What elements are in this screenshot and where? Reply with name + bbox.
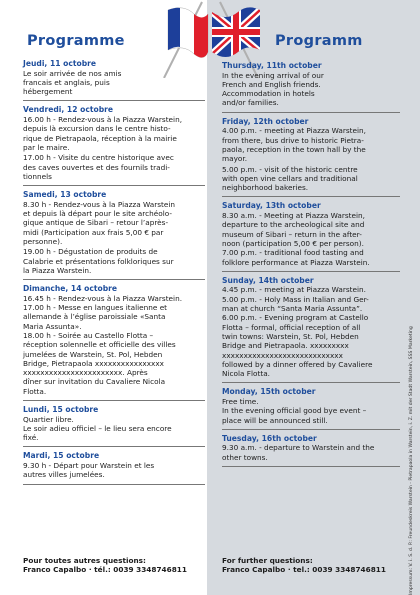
french-heading: Programme: [27, 33, 125, 49]
english-heading: Programm: [275, 33, 363, 49]
day-heading: Samedi, 13 octobre: [23, 190, 107, 200]
program-text: 9.30 a.m. - departure to Warstein and the other towns.: [222, 443, 375, 462]
program-text: 8.30 h - Rendez-vous à la Piazza Warstein et depuis là départ pour le site archéolo- gique antique de Sibari – retour l’après- midi (Participation aux frais 5,00 € par personne).: [23, 199, 176, 246]
program-text: 16.00 h - Rendez-vous à la Piazza Warstein, depuis là excursion dans le centre histo- rique de Pietrapaola, réception à la mairie par le maire.: [23, 115, 183, 152]
day-section: [23, 451, 205, 484]
day-heading: Mardi, 15 octobre: [23, 451, 100, 461]
program-text: 19.00 h - Dégustation de produits de Calabrie et présentations folkloriques sur la Piazza Warstein.: [23, 247, 174, 275]
day-heading: Jeudi, 11 octobre: [23, 59, 97, 68]
french-footer-contact: Franco Capalbo · tél.: 0039 3348746811: [23, 565, 187, 575]
day-heading: Lundi, 15 octobre: [23, 404, 99, 414]
program-text: In the evening arrival of our French and English friends. Accommodation in hotels and/or families.: [222, 70, 324, 108]
program-text: Quartier libre. Le soir adieu officiel – le lieu sera encore fixé.: [23, 414, 172, 443]
program-text: 8.30 a.m. - Meeting at Piazza Warstein, departure to the archeological site and museum of Sibari – return in the after- noon (participation 5,00 € per person). 7.00 p.m. - traditional food tasting and folklore performance at Piazza Warstein.: [222, 211, 370, 267]
english-footer: [222, 556, 386, 575]
day-section: [222, 434, 400, 467]
day-heading: Sunday, 14th october: [222, 275, 314, 285]
day-heading: Saturday, 13th october: [222, 201, 321, 211]
day-section: [222, 276, 400, 384]
program-text: Free time. In the evening official good bye event – place will be announced still.: [222, 396, 367, 425]
day-heading: Monday, 15th october: [222, 387, 316, 397]
day-section: [23, 405, 205, 447]
program-text: 4.45 p.m. - meeting at Piazza Warstein. 5.00 p.m. - Holy Mass in Italian and Ger- man at church “Santa Maria Assunta”. 6.00 p.m. - Evening program at Castello Flotta – formal, official reception of all twin towns: Warstein, St. Pol, Hebden Bridge and Pietrapaola. xxxxxxxxx xxxxxxxxxxxxxxxxxxxxxxxxxxxx followed by a dinner offered by Cavaliere Nicola Flotta.: [222, 285, 373, 379]
day-section: [222, 201, 400, 271]
french-footer-question: Pour toutes autres questions:: [23, 556, 146, 565]
day-section: [23, 284, 205, 401]
day-section: [222, 387, 400, 429]
day-heading: Thursday, 11th october: [222, 61, 322, 70]
program-text: 5.00 p.m. - visit of the historic centre with open vine cellars and traditional neighborhood bakeries.: [222, 164, 358, 193]
program-text: 9.30 h - Départ pour Warstein et les autres villes jumelées.: [23, 461, 155, 480]
program-text: 16.45 h - Rendez-vous à la Piazza Warstein. 17.00 h - Messe en langues italienne et allemande à l’église paroissiale «Santa Maria Assunta». 18.00 h - Soirée au Castello Flotta – réception solennelle et officielle des villes jumelées de Warstein, St. Pol, Hebden Bridge, Pietrapaola xxxxxxxxxxxxxxxx xxxxxxxxxxxxxxxxxxxxxxx. Après dîner sur invitation du Cavaliere Nicola Flotta.: [23, 293, 183, 396]
day-heading: Vendredi, 12 octobre: [23, 105, 114, 115]
day-heading: Friday, 12th october: [222, 116, 309, 126]
french-footer: [23, 556, 187, 575]
day-section: [23, 59, 205, 101]
imprint-note: Impressum: V. i. S. d. P.: Freundeskreis Warstein - Pietrapaola in Warstein, i. Z. mit der Stadt Warstein, SSS Marketing: [409, 326, 414, 595]
program-text: 17.00 h - Visite du centre historique avec des caves ouvertes et des fournils tradi- tionnels: [23, 153, 174, 181]
english-footer-question: For further questions:: [222, 556, 313, 565]
day-section: [23, 105, 205, 186]
program-text: Le soir arrivée de nos amis francais et anglais, puis hébergement: [23, 68, 122, 97]
french-program: [23, 59, 205, 489]
program-text: 4.00 p.m. - meeting at Piazza Warstein, from there, bus drive to historic Pietra- paola, reception in the town hall by the mayor.: [222, 126, 366, 164]
day-section: [222, 61, 400, 113]
day-section: [23, 190, 205, 280]
day-section: [222, 117, 400, 198]
english-program: [222, 61, 400, 471]
english-footer-contact: Franco Capalbo · tel.: 0039 3348746811: [222, 565, 386, 575]
day-heading: Tuesday, 16th october: [222, 433, 317, 443]
day-heading: Dimanche, 14 octobre: [23, 284, 118, 294]
